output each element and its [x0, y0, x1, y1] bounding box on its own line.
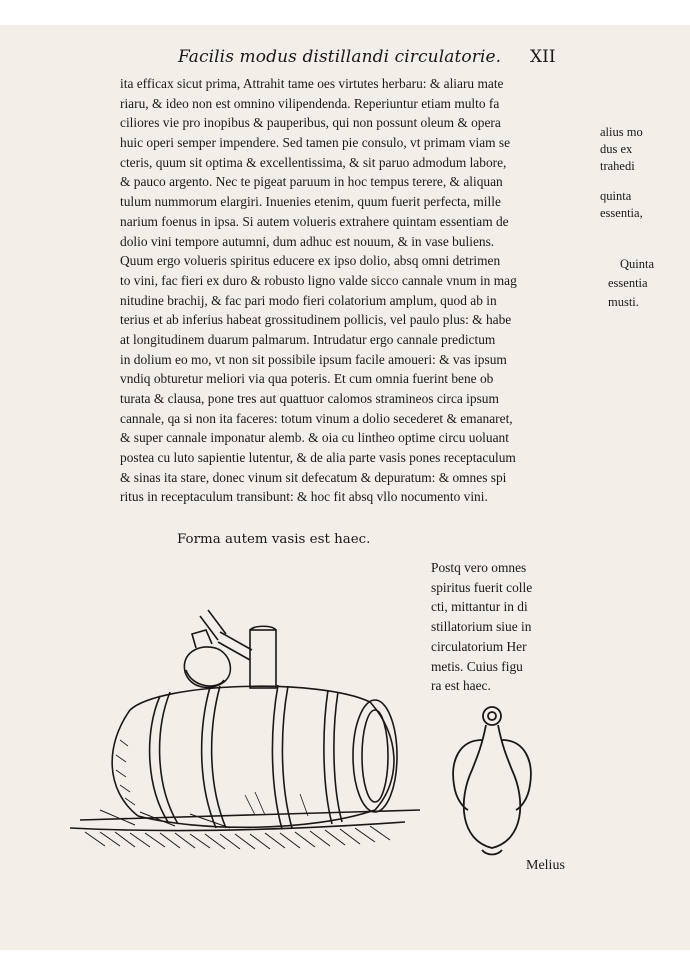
marginal-note-quinta-essentia: [608, 257, 655, 309]
text-line: stillatorium siue in: [431, 619, 532, 635]
text-line: riaru, & ideo non est omnino vilipendenda. Reperiuntur etiam multo fa: [120, 95, 500, 111]
text-line: Quum ergo volueris spiritus educere ex ipso dolio, absq omni detrimen: [120, 253, 501, 269]
marginal-line: essentia: [608, 276, 648, 290]
marginal-line: dus ex: [600, 142, 633, 156]
side-text-block: [431, 558, 601, 696]
text-line: ciliores vie pro inopibus & pauperibus, qui non possunt oleum & opera: [120, 115, 501, 131]
text-line: cteris, quum sit optima & excellentissima, & sit paruo admodum labore,: [120, 154, 507, 170]
text-line: turata & clausa, pone tres aut quattuor calomos stramineos circa ipsum: [120, 391, 499, 406]
marginal-line: essentia,: [600, 206, 643, 220]
marginal-line: musti.: [608, 295, 639, 309]
text-line: dolio vini tempore autumni, dum adhuc est nouum, & in vase buliens.: [120, 233, 495, 249]
text-line: cannale, qa si non ita faceres: totum vinum a dolio secederet & emanaret,: [120, 410, 513, 426]
folio-number: XII: [530, 47, 556, 67]
circulatorium-vessel-figure: [442, 700, 542, 860]
text-line: tulum nummorum elargiri. Inuenies etenim, quum fuerit perfecta, mille: [120, 194, 501, 210]
running-title: Facilis modus distillandi circulatorie.: [178, 47, 502, 67]
text-line: circulatorium Her: [431, 638, 527, 654]
text-line: at longitudinem duarum palmarum. Intrudatur ergo cannale predictum: [120, 331, 496, 347]
text-line: vndiq obturetur meliori via qua poteris. Et cum omnia fuerint bene ob: [120, 371, 494, 387]
main-text-block: [120, 74, 640, 507]
text-line: in dolium eo mo, vt non sit possibile ipsum facile amoueri: & vas ipsum: [120, 351, 507, 367]
marginal-note-alius-modus: [600, 126, 643, 220]
text-line: cti, mittantur in di: [431, 599, 528, 615]
marginal-line: Quinta: [620, 257, 655, 271]
marginal-line: trahedi: [600, 159, 635, 173]
text-line: to vini, fac fieri ex duro & robusto ligno valde sicco cannale vnum in mag: [120, 272, 517, 288]
text-line: ita efficax sicut prima, Attrahit tame oes virtutes herbaru: & aliaru mate: [120, 76, 504, 91]
text-line: spiritus fuerit colle: [431, 579, 533, 595]
text-line: Postq vero omnes: [431, 560, 527, 575]
caption-text: Forma autem vasis est haec.: [177, 532, 371, 547]
text-line: terius et ab inferius habeat grossitudinem pollicis, vel paulo plus: & habe: [120, 312, 512, 328]
catchword: Melius: [526, 858, 565, 873]
text-line: & super cannale imponatur alemb. & oia cu lintheo optime circu uoluant: [120, 430, 509, 446]
text-line: metis. Cuius figu: [431, 658, 523, 674]
marginal-line: alius mo: [600, 125, 643, 139]
barrel-woodcut-figure: [10, 570, 430, 860]
page-header: [0, 47, 690, 75]
text-line: ra est haec.: [431, 678, 491, 694]
text-line: narium foenus in ipsa. Si autem volueris extrahere quintam essentiam de: [120, 213, 509, 229]
text-line: huic operi semper impendere. Sed tamen pie consulo, vt primam viam se: [120, 135, 511, 151]
text-line: ritus in receptaculum transibunt: & hoc fit absq vllo nocumento vini.: [120, 489, 488, 505]
marginal-line: quinta: [600, 189, 632, 203]
text-line: & pauco argento. Nec te pigeat paruum in hoc tempus terere, & aliquan: [120, 174, 503, 190]
text-line: nitudine brachij, & fac pari modo fieri colatorium amplum, quod ab in: [120, 292, 497, 308]
text-line: postea cu luto sapientie lutentur, & de alia parte vasis pones receptaculum: [120, 450, 516, 466]
text-line: & sinas ita stare, donec vinum sit defecatum & depuratum: & omnes spi: [120, 469, 507, 485]
